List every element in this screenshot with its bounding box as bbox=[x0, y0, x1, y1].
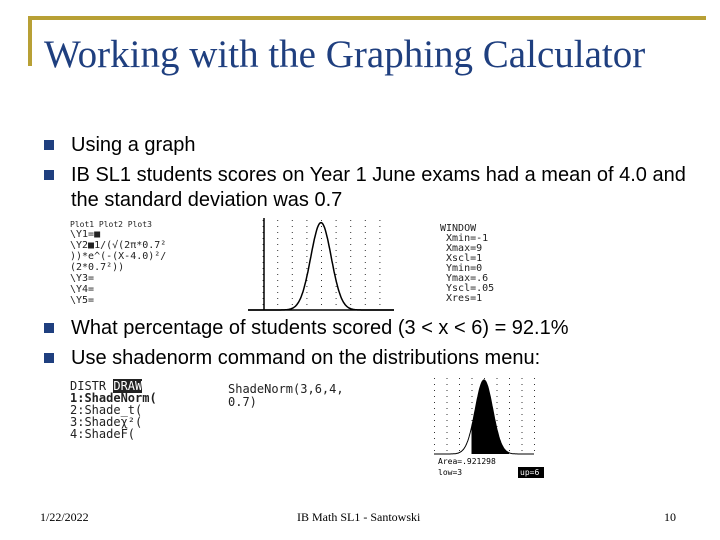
y-editor-line: \Y2■1/(√(2π*0.7² bbox=[70, 240, 167, 251]
shadenorm-result-graph bbox=[432, 376, 590, 480]
window-lines bbox=[440, 224, 550, 304]
window-setting-line: WINDOW bbox=[440, 223, 477, 234]
distr-tab: DISTR bbox=[70, 379, 107, 393]
low-readout: low=3 bbox=[438, 468, 463, 477]
window-setting-line: Xmax=9 bbox=[440, 243, 483, 254]
normal-curve bbox=[248, 223, 394, 310]
footer-date: 1/22/2022 bbox=[40, 510, 89, 524]
y-editor-line: (2*0.7²)) bbox=[70, 262, 125, 273]
draw-tab: DRAW bbox=[113, 379, 143, 393]
distr-menu-item: 4:ShadeF( bbox=[70, 427, 136, 441]
bullet-text: What percentage of students scored (3 < x < 6) = 92.1% bbox=[71, 317, 569, 339]
bullet-text: IB SL1 students scores on Year 1 June exams had a mean of 4.0 and the standard deviation was 0.7 bbox=[71, 164, 686, 211]
bullet-text: Using a graph bbox=[71, 134, 196, 156]
plot-tabs: Plot1 Plot2 Plot3 bbox=[70, 220, 152, 229]
distr-menu-items bbox=[70, 392, 220, 440]
graph-dot-grid bbox=[263, 220, 394, 305]
area-readout: Area=.921298 bbox=[438, 457, 496, 466]
window-setting-line: Xscl=1 bbox=[440, 253, 483, 264]
y-editor-line: \Y1=■ bbox=[70, 229, 101, 240]
y-editor-lines bbox=[70, 229, 230, 306]
bullet-marker bbox=[44, 323, 54, 333]
distr-menu-item: 3:Shadeχ²( bbox=[70, 415, 143, 429]
window-setting-line: Ymin=0 bbox=[440, 263, 483, 274]
slide-title: Working with the Graphing Calculator bbox=[44, 33, 646, 76]
window-setting-line: Yscl=.05 bbox=[440, 283, 495, 294]
slide-frame-top bbox=[28, 16, 706, 20]
page-number: 10 bbox=[664, 510, 676, 524]
normal-curve-graph bbox=[248, 218, 394, 316]
y-editor-line: \Y3= bbox=[70, 273, 95, 284]
y-editor-line: \Y4= bbox=[70, 284, 95, 295]
shaded-area bbox=[472, 380, 510, 454]
up-readout: up=6 bbox=[520, 468, 540, 477]
distr-draw-menu-screen bbox=[70, 380, 220, 450]
bullet-text: Use shadenorm command on the distributions menu: bbox=[71, 347, 541, 369]
window-setting-line: Xmin=-1 bbox=[440, 233, 489, 244]
y-editor-screen bbox=[70, 220, 230, 310]
bullet-marker bbox=[44, 140, 54, 150]
footer-center: IB Math SL1 - Santowski bbox=[297, 510, 421, 524]
window-setting-line: Xres=1 bbox=[440, 293, 483, 304]
slide-frame-left bbox=[28, 16, 32, 66]
y-editor-line: \Y5= bbox=[70, 295, 95, 306]
y-editor-line: ))*e^(-(X-4.0)²/ bbox=[70, 251, 167, 262]
window-settings-screen bbox=[440, 224, 550, 314]
bullet-marker bbox=[44, 170, 54, 180]
shadenorm-command: ShadeNorm(3,6,4, 0.7) bbox=[228, 382, 344, 409]
shadenorm-command-screen bbox=[228, 383, 378, 413]
distr-menu-item: 2:Shade_t( bbox=[70, 403, 143, 417]
window-setting-line: Ymax=.6 bbox=[440, 273, 489, 284]
distr-menu-item: 1:ShadeNorm( bbox=[70, 391, 157, 405]
bullet-marker bbox=[44, 353, 54, 363]
